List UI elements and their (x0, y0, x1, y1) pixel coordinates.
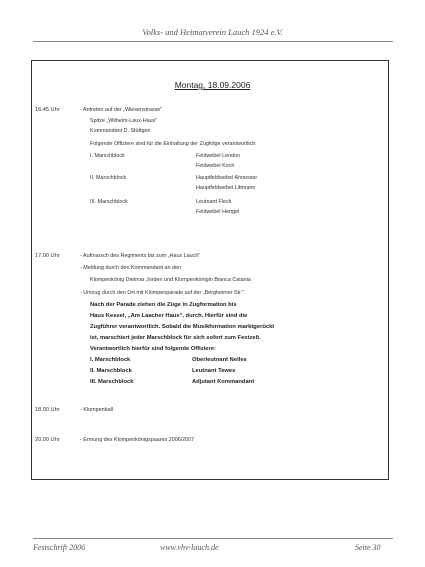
entry-time: 18.00 Uhr (35, 407, 60, 413)
block-name: III. Marschblock (90, 199, 128, 205)
footer-left: Festschrift 2006 (33, 543, 86, 552)
entry-time: 16.45 Uhr (35, 107, 60, 113)
block-officer: Feldwebel Lendon (196, 153, 241, 159)
entry-time: 17.00 Uhr (35, 253, 60, 259)
entry-line: Spitze „Wilhelm-Laux-Haus" (90, 118, 158, 124)
document-header: Volks- und Heimatverein Lauch 1924 e.V. (142, 27, 283, 37)
block-officer: Feldwebel Koch (196, 163, 235, 169)
block-officer: Leutnant Tewes (192, 368, 236, 374)
entry-line: Folgende Offiziere sind für die Einhaltung der Zugfolge verantwortlich: (90, 141, 257, 147)
parade-note-line: Nach der Parade ziehen die Züge in Zugformation bis (90, 302, 237, 308)
block-officer: Oberleutnant Nelles (192, 357, 247, 363)
parade-note-line: ist, marschiert jeder Marschblock für sich sofort zum Festzelt. (90, 335, 261, 341)
entry-line: - Klompenball (80, 407, 113, 413)
parade-note-line: Haus Kessel, „Am Laacher Haus", durch. Hierfür sind die (90, 313, 248, 319)
block-name: I. Marschblock (90, 357, 131, 363)
block-officer: Feldwebel Hengel (196, 209, 240, 215)
block-officer: Leutnant Fleck (196, 199, 232, 205)
block-name: II. Marschblock (90, 175, 127, 181)
header-divider (33, 41, 393, 42)
entry-line: - Antreten auf der „Wiesenstrasse" (80, 107, 163, 113)
entry-line: - Meldung durch den Kommandant an den (80, 265, 181, 271)
entry-line: - Aufmarsch des Regiments bis zum „Haus Lauch" (80, 253, 201, 259)
parade-note-line: Verantwortlich hierfür sind folgende Offiziere: (90, 346, 216, 352)
block-officer: Hauptfeldwebel Littmann (196, 185, 256, 191)
date-title-text: Montag, 18.09.2006 (174, 80, 251, 90)
block-name: I. Marschblock (90, 153, 125, 159)
footer-center: www.vhv-lauch.de (160, 543, 219, 552)
block-name: II. Marschblock (90, 368, 132, 374)
footer-divider (33, 538, 393, 539)
entry-time: 20.00 Uhr (35, 437, 60, 443)
schedule-date-title (0, 80, 425, 90)
entry-line: - Umzug durch den Ort mit Klompenparade auf der „Bergheimer Str." (80, 290, 245, 296)
footer-page-number: Seite 30 (355, 543, 381, 552)
entry-line: Kommandant D. Stüttgen (90, 128, 151, 134)
entry-line: - Ermung des Klompenkönigspaares 2006/2007 (80, 437, 195, 443)
entry-line: Klompenkönig Dietmar Jorden und Klompenkönigin Bianca Catania (90, 277, 251, 283)
parade-note-line: Zugführer verantwortlich. Sobald die Musikformation marktgerückt (90, 324, 275, 330)
block-name: III. Marschblock (90, 379, 134, 385)
block-officer: Adjutant Kommandant (192, 379, 255, 385)
block-officer: Hauptfeldwebel Ahnesser (196, 175, 258, 181)
